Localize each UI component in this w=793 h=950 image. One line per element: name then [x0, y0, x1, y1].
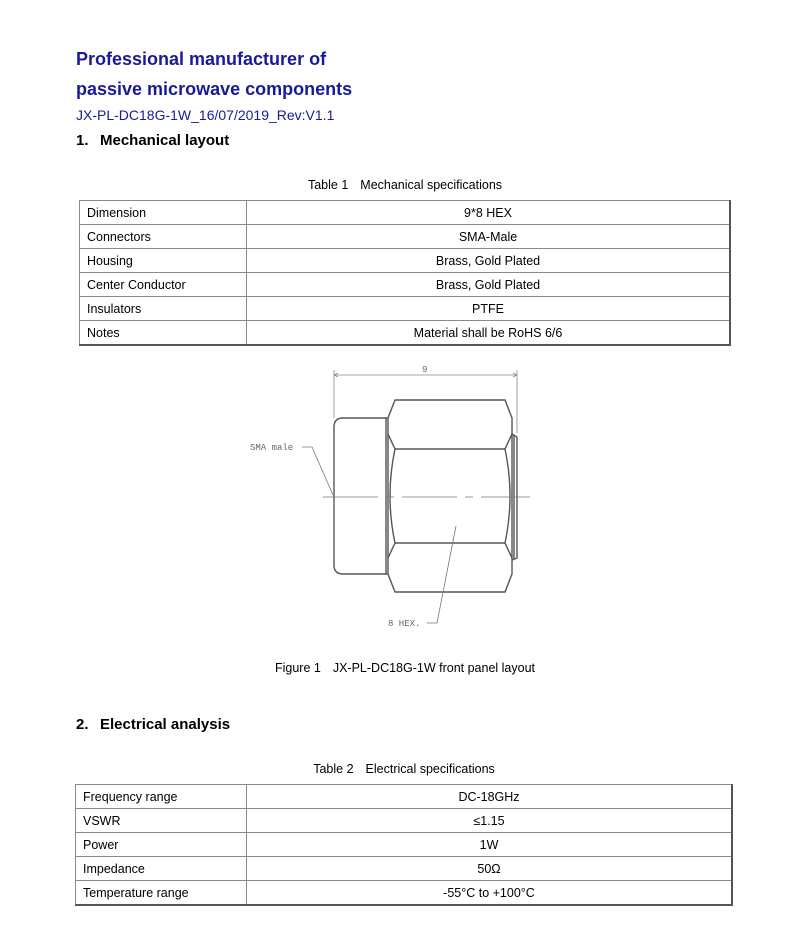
table1-caption-label: Table 1 — [307, 178, 349, 192]
figure1-caption-label: Figure 1 — [274, 661, 321, 675]
table-row — [76, 785, 733, 809]
table-row — [76, 881, 733, 906]
mechanical-specs-table — [79, 200, 731, 346]
table-row — [76, 833, 733, 857]
company-title-line2: passive microwave components — [76, 79, 353, 99]
param-cell: Center Conductor — [80, 273, 247, 297]
section-heading-mechanical — [76, 132, 229, 150]
value-cell: Material shall be RoHS 6/6 — [247, 321, 731, 346]
value-cell: 9*8 HEX — [247, 201, 731, 225]
table-row — [80, 273, 731, 297]
callout-8-hex: 8 HEX. — [388, 619, 421, 629]
connector-drawing — [240, 358, 540, 638]
table-row — [76, 809, 733, 833]
value-cell: Brass, Gold Plated — [247, 273, 731, 297]
figure1-caption — [79, 661, 731, 675]
value-cell: ≤1.15 — [247, 809, 733, 833]
value-cell: -55°C to +100°C — [247, 881, 733, 906]
param-cell: Temperature range — [76, 881, 247, 906]
value-cell: PTFE — [247, 297, 731, 321]
param-cell: Connectors — [80, 225, 247, 249]
dimension-label-9: 9 — [422, 365, 428, 375]
value-cell: 1W — [247, 833, 733, 857]
table-row — [80, 321, 731, 346]
table-row — [80, 201, 731, 225]
table2-caption-text: Electrical specifications — [365, 762, 495, 776]
section-title: Electrical analysis — [100, 716, 231, 733]
value-cell: 50Ω — [247, 857, 733, 881]
electrical-specs-table — [75, 784, 733, 906]
param-cell: Insulators — [80, 297, 247, 321]
param-cell: Notes — [80, 321, 247, 346]
table2-caption — [75, 762, 733, 776]
table1-caption-text: Mechanical specifications — [360, 178, 503, 192]
section-heading-electrical — [76, 716, 230, 734]
param-cell: Dimension — [80, 201, 247, 225]
param-cell: Frequency range — [76, 785, 247, 809]
table2-caption-label: Table 2 — [313, 762, 354, 776]
table-row — [80, 225, 731, 249]
table-row — [80, 297, 731, 321]
value-cell: Brass, Gold Plated — [247, 249, 731, 273]
company-title-line1: Professional manufacturer of — [76, 49, 327, 69]
value-cell: DC-18GHz — [247, 785, 733, 809]
document-id: JX-PL-DC18G-1W_16/07/2019_Rev:V1.1 — [76, 107, 335, 123]
table-row — [80, 249, 731, 273]
param-cell: Housing — [80, 249, 247, 273]
sma-connector-figure — [240, 358, 540, 638]
callout-sma-male: SMA male — [250, 443, 294, 453]
value-cell: SMA-Male — [247, 225, 731, 249]
section-title: Mechanical layout — [100, 132, 230, 149]
param-cell: Impedance — [76, 857, 247, 881]
table-row — [76, 857, 733, 881]
figure1-caption-text: JX-PL-DC18G-1W front panel layout — [332, 661, 536, 675]
section-number: 1. — [76, 132, 89, 149]
section-number: 2. — [76, 716, 89, 733]
table1-caption — [79, 178, 731, 192]
param-cell: VSWR — [76, 809, 247, 833]
param-cell: Power — [76, 833, 247, 857]
